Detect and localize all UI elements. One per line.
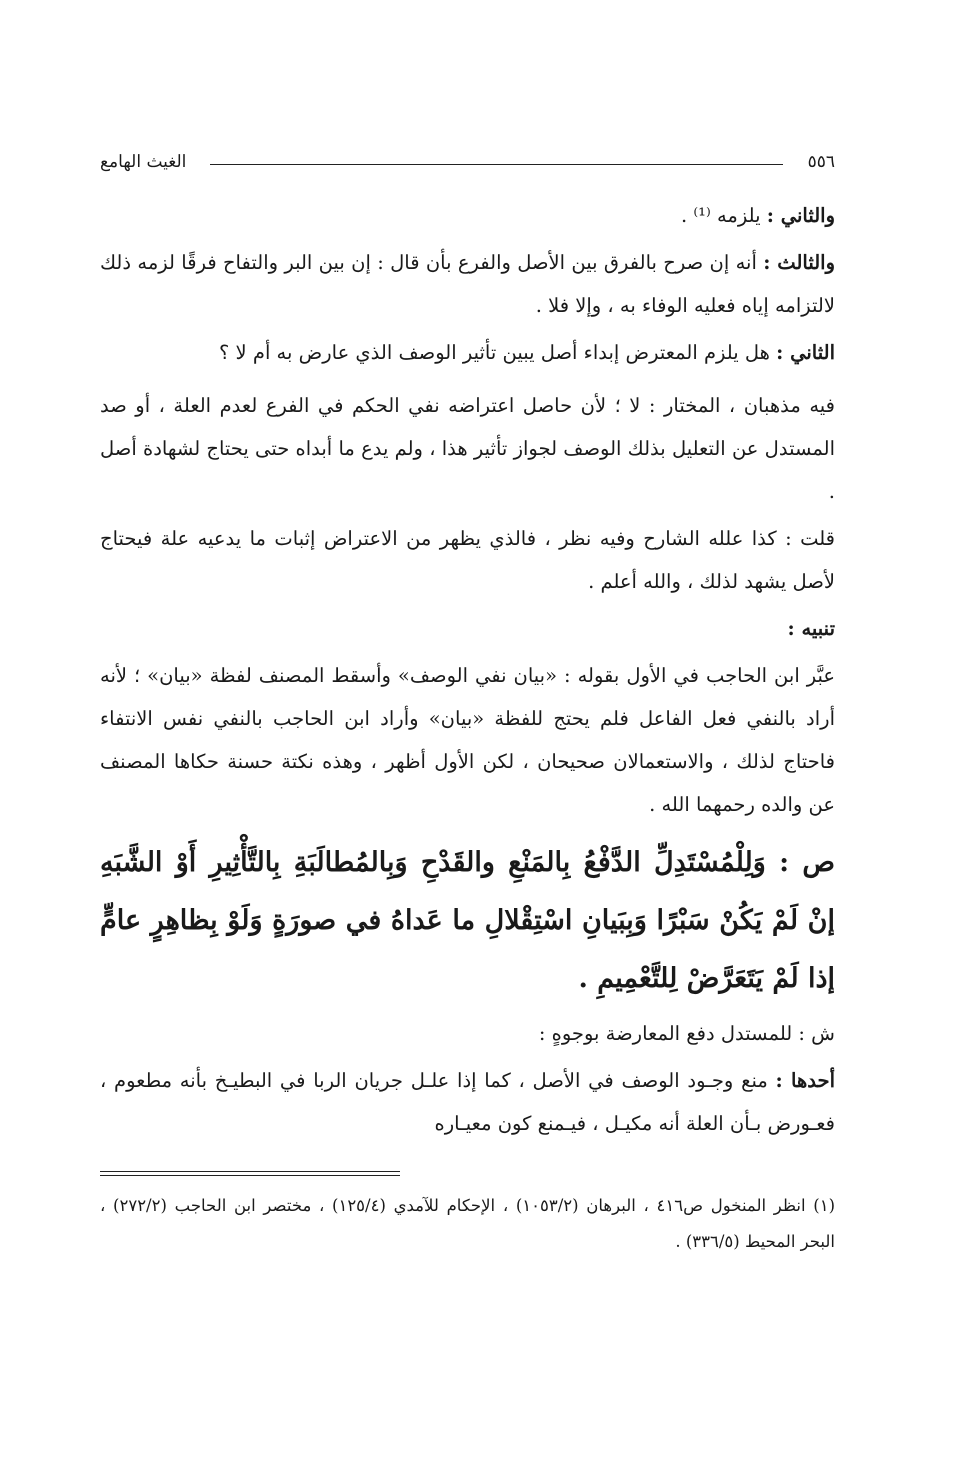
book-page bbox=[100, 140, 835, 1390]
paragraph-text: أنه إن صرح بالفرق بين الأصل والفرع بأن قال : إن بين البر والتفاح فرقًا لزمه ذلك لالتزامه إياه فعليه الوفاء به ، وإلا فلا . bbox=[100, 251, 835, 317]
paragraph-text: ش : للمستدل دفع المعارضة بوجوهٍ : bbox=[538, 1022, 835, 1045]
paragraph bbox=[100, 331, 835, 374]
paragraph bbox=[100, 384, 835, 513]
page-number: ٥٥٦ bbox=[807, 152, 835, 172]
paragraph-lead: الثاني : bbox=[776, 341, 835, 364]
footnote-separator bbox=[100, 1175, 400, 1176]
sharh-paragraph bbox=[100, 1012, 835, 1055]
heading-label: تنبيه : bbox=[787, 617, 835, 640]
paragraph-text: قلت : كذا علله الشارح وفيه نظر ، فالذي يظهر من الاعتراض إثبات ما يدعيه علة فيحتاج لأصل يشهد لذلك ، والله أعلم . bbox=[100, 527, 835, 593]
paragraph bbox=[100, 194, 835, 237]
paragraph-text: عبَّر ابن الحاجب في الأول بقوله : «بيان نفي الوصف» وأسقط المصنف لفظة «بيان» ؛ لأنه أراد بالنفي فعل الفاعل فلم يحتج للفظة «بيان» وأراد ابن الحاجب بالنفي نفس الانتفاء فاحتاج لذلك ، والاستعمالان صحيحان ، لكن الأول أظهر ، وهذه نكتة حسنة حكاها المصنف عن والده رحمهما الله . bbox=[100, 664, 835, 816]
paragraph-text: هل يلزم المعترض إبداء أصل يبين تأثير الوصف الذي عارض به أم لا ؟ bbox=[219, 341, 777, 364]
paragraph-lead: أحدها : bbox=[775, 1069, 835, 1092]
running-title: الغيث الهامع bbox=[100, 152, 187, 172]
footnote-separator bbox=[100, 1171, 400, 1172]
paragraph-lead: والثاني : bbox=[766, 204, 835, 227]
paragraph bbox=[100, 654, 835, 826]
paragraph bbox=[100, 517, 835, 603]
paragraph-lead: والثالث : bbox=[763, 251, 835, 274]
paragraph-text: يلزمه ⁽¹⁾ . bbox=[680, 204, 767, 227]
section-heading bbox=[100, 607, 835, 650]
sharh-paragraph bbox=[100, 1059, 835, 1145]
page-header bbox=[100, 140, 835, 184]
matn-text: ص : وَلِلْمُسْتَدِلِّ الدَّفْعُ بِالمَنْعِ والقَدْحِ وَبِالمُطالَبَةِ بِالتَّأْثِيرِ أَوْ الشَّبَهِ إنْ لَمْ يَكُنْ سَبْرًا وَبِبَيانِ اسْتِقْلالِ ما عَداهُ في صورَةٍ وَلَوْ بِظاهِرٍ عامٍّ إذا لَمْ يَتَعَرَّضْ لِلتَّعْمِيمِ . bbox=[100, 847, 835, 994]
footnote: (١) انظر المنخول ص٤١٦ ، البرهان (١٠٥٣/٢) ، الإحكام للآمدي (١٢٥/٤) ، مختصر ابن الحاجب (٢٧٢/٢) ، البحر المحيط (٣٣٦/٥) . bbox=[100, 1196, 836, 1251]
paragraph-text: فيه مذهبان ، المختار : لا ؛ لأن حاصل اعتراضه نفي الحكم في الفرع لعدم العلة ، أو صد المستدل عن التعليل بذلك الوصف لجواز تأثير هذا ، ولم يدع ما أبداه حتى يحتاج لشهادة أصل . bbox=[100, 394, 835, 503]
paragraph bbox=[100, 241, 835, 327]
header-rule bbox=[210, 164, 783, 165]
paragraph-text: منع وجـود الوصف في الأصل ، كما إذا علـل جريان الربا في البطيـخ بأنه مطعوم ، فعـورض بـأن العلة أنه مكيـل ، فيـمنع كون معيـاره bbox=[100, 1069, 835, 1135]
